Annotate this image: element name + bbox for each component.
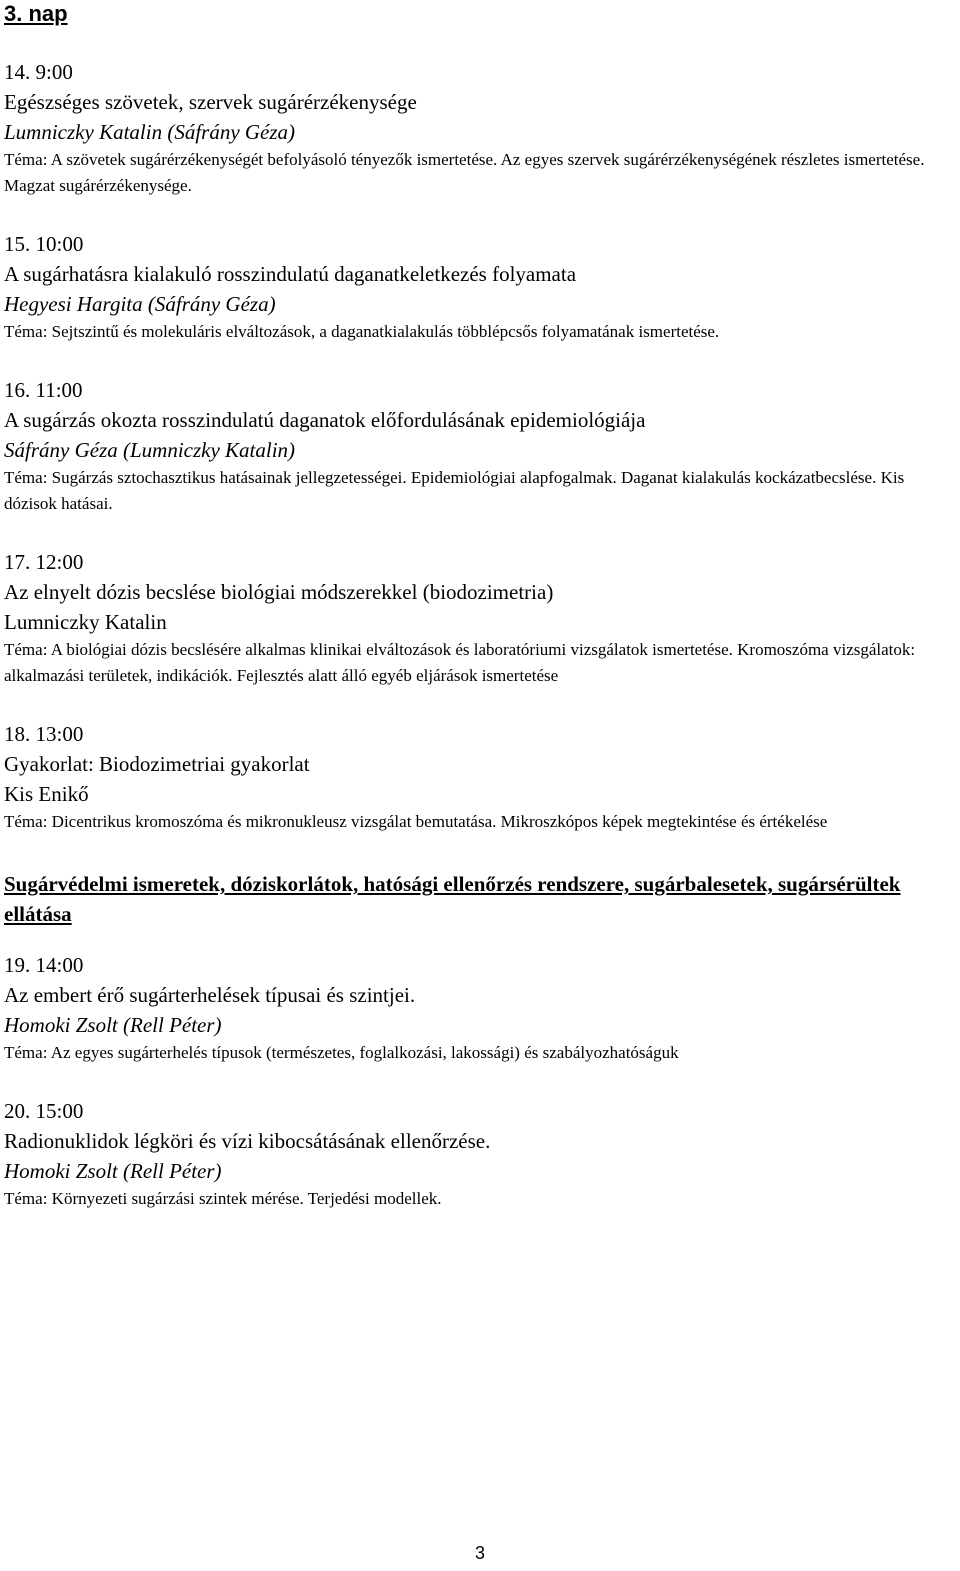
- lecture-19: [4, 950, 954, 1066]
- lecture-20: [4, 1096, 954, 1212]
- lecture-lecturer: Homoki Zsolt (Rell Péter): [4, 1013, 222, 1037]
- lecture-time: 19. 14:00: [4, 953, 84, 977]
- day-heading: 3. nap: [4, 1, 68, 26]
- lecture-lecturer: Lumniczky Katalin: [4, 610, 167, 634]
- lecture-title: Radionuklidok légköri és vízi kibocsátásának ellenőrzése.: [4, 1129, 491, 1153]
- lecture-lecturer: Kis Enikő: [4, 782, 89, 806]
- lecture-title: A sugárzás okozta rosszindulatú daganatok előfordulásának epidemiológiája: [4, 408, 646, 432]
- lecture-lecturer: Sáfrány Géza (Lumniczky Katalin): [4, 438, 296, 462]
- lecture-topic: Téma: Dicentrikus kromoszóma és mikronukleusz vizsgálat bemutatása. Mikroszkópos képek megtekintése és értékelése: [4, 812, 828, 831]
- lecture-time: 15. 10:00: [4, 232, 84, 256]
- lecture-18: [4, 719, 954, 835]
- lecture-topic: Téma: Sugárzás sztochasztikus hatásainak jellegzetességei. Epidemiológiai alapfogalmak. Daganat kialakulás kockázatbecslése. Kis dózisok hatásai.: [4, 468, 905, 513]
- lecture-title: Gyakorlat: Biodozimetriai gyakorlat: [4, 752, 310, 776]
- lecture-title: Az embert érő sugárterhelések típusai és szintjei.: [4, 983, 416, 1007]
- lecture-16: [4, 375, 954, 517]
- section-block: [4, 869, 954, 929]
- lecture-17: [4, 547, 954, 689]
- lecture-topic: Téma: A biológiai dózis becslésére alkalmas klinikai elváltozások és laboratóriumi vizsgálatok ismertetése. Kromoszóma vizsgálatok: alkalmazási területek, indikációk. Fejlesztés alatt álló egyéb eljárások ismertetése: [4, 640, 916, 685]
- lecture-topic: Téma: Környezeti sugárzási szintek mérése. Terjedési modellek.: [4, 1189, 442, 1208]
- section-heading: Sugárvédelmi ismeretek, dóziskorlátok, hatósági ellenőrzés rendszere, sugárbalesetek, sugársérültek ellátása: [4, 872, 901, 926]
- lecture-time: 17. 12:00: [4, 550, 84, 574]
- lecture-lecturer: Hegyesi Hargita (Sáfrány Géza): [4, 292, 276, 316]
- lecture-time: 14. 9:00: [4, 60, 73, 84]
- lecture-14: [4, 57, 954, 199]
- page-number: 3: [474, 1543, 485, 1563]
- lecture-time: 16. 11:00: [4, 378, 83, 402]
- lecture-lecturer: Homoki Zsolt (Rell Péter): [4, 1159, 222, 1183]
- lecture-time: 18. 13:00: [4, 722, 84, 746]
- lecture-title: Egészséges szövetek, szervek sugárérzékenysége: [4, 90, 417, 114]
- lecture-lecturer: Lumniczky Katalin (Sáfrány Géza): [4, 120, 296, 144]
- lecture-topic: Téma: A szövetek sugárérzékenységét befolyásoló tényezők ismertetése. Az egyes szervek sugárérzékenységének részletes ismertetése. Magzat sugárérzékenysége.: [4, 150, 925, 195]
- lecture-title: Az elnyelt dózis becslése biológiai módszerekkel (biodozimetria): [4, 580, 554, 604]
- lecture-topic: Téma: Sejtszintű és molekuláris elváltozások, a daganatkialakulás többlépcsős folyamatának ismertetése.: [4, 322, 720, 341]
- lecture-15: [4, 229, 954, 345]
- document-page: [4, 0, 954, 1212]
- lecture-time: 20. 15:00: [4, 1099, 84, 1123]
- lecture-topic: Téma: Az egyes sugárterhelés típusok (természetes, foglalkozási, lakossági) és szabályozhatóságuk: [4, 1043, 679, 1062]
- lecture-title: A sugárhatásra kialakuló rosszindulatú daganatkeletkezés folyamata: [4, 262, 577, 286]
